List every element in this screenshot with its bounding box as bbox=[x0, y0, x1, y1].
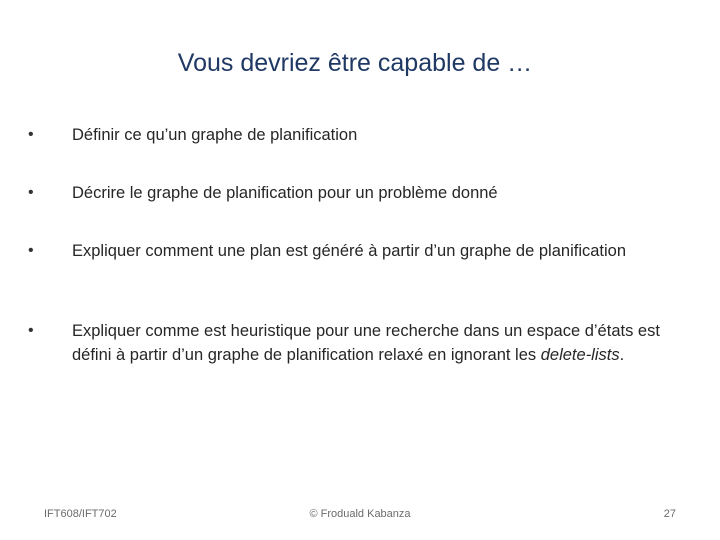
bullet-dot-icon: • bbox=[28, 322, 34, 339]
slide-title: Vous devriez être capable de … bbox=[177, 49, 533, 77]
bullet-text: Expliquer comment une plan est généré à partir d’un graphe de planification bbox=[72, 242, 627, 260]
bullet-dot-icon: • bbox=[28, 126, 34, 143]
bullet-text: Décrire le graphe de planification pour un problème donné bbox=[72, 184, 498, 202]
bullet-text-main: Expliquer comme est heuristique pour une recherche dans un espace d’états est défini à partir d’un graphe de planification relaxé en ignorant les bbox=[72, 322, 660, 364]
bullet-text bbox=[72, 320, 672, 367]
bullet-dot-icon: • bbox=[28, 184, 34, 201]
footer-page-number: 27 bbox=[663, 508, 676, 520]
bullet-text: Définir ce qu’un graphe de planification bbox=[72, 126, 358, 144]
bullet-text-emphasis: delete-lists bbox=[540, 345, 620, 364]
footer-course: IFT608/IFT702 bbox=[44, 508, 117, 520]
bullet-dot-icon: • bbox=[28, 242, 34, 259]
footer-author: © Froduald Kabanza bbox=[309, 508, 411, 520]
bullet-text-end: . bbox=[619, 345, 625, 364]
